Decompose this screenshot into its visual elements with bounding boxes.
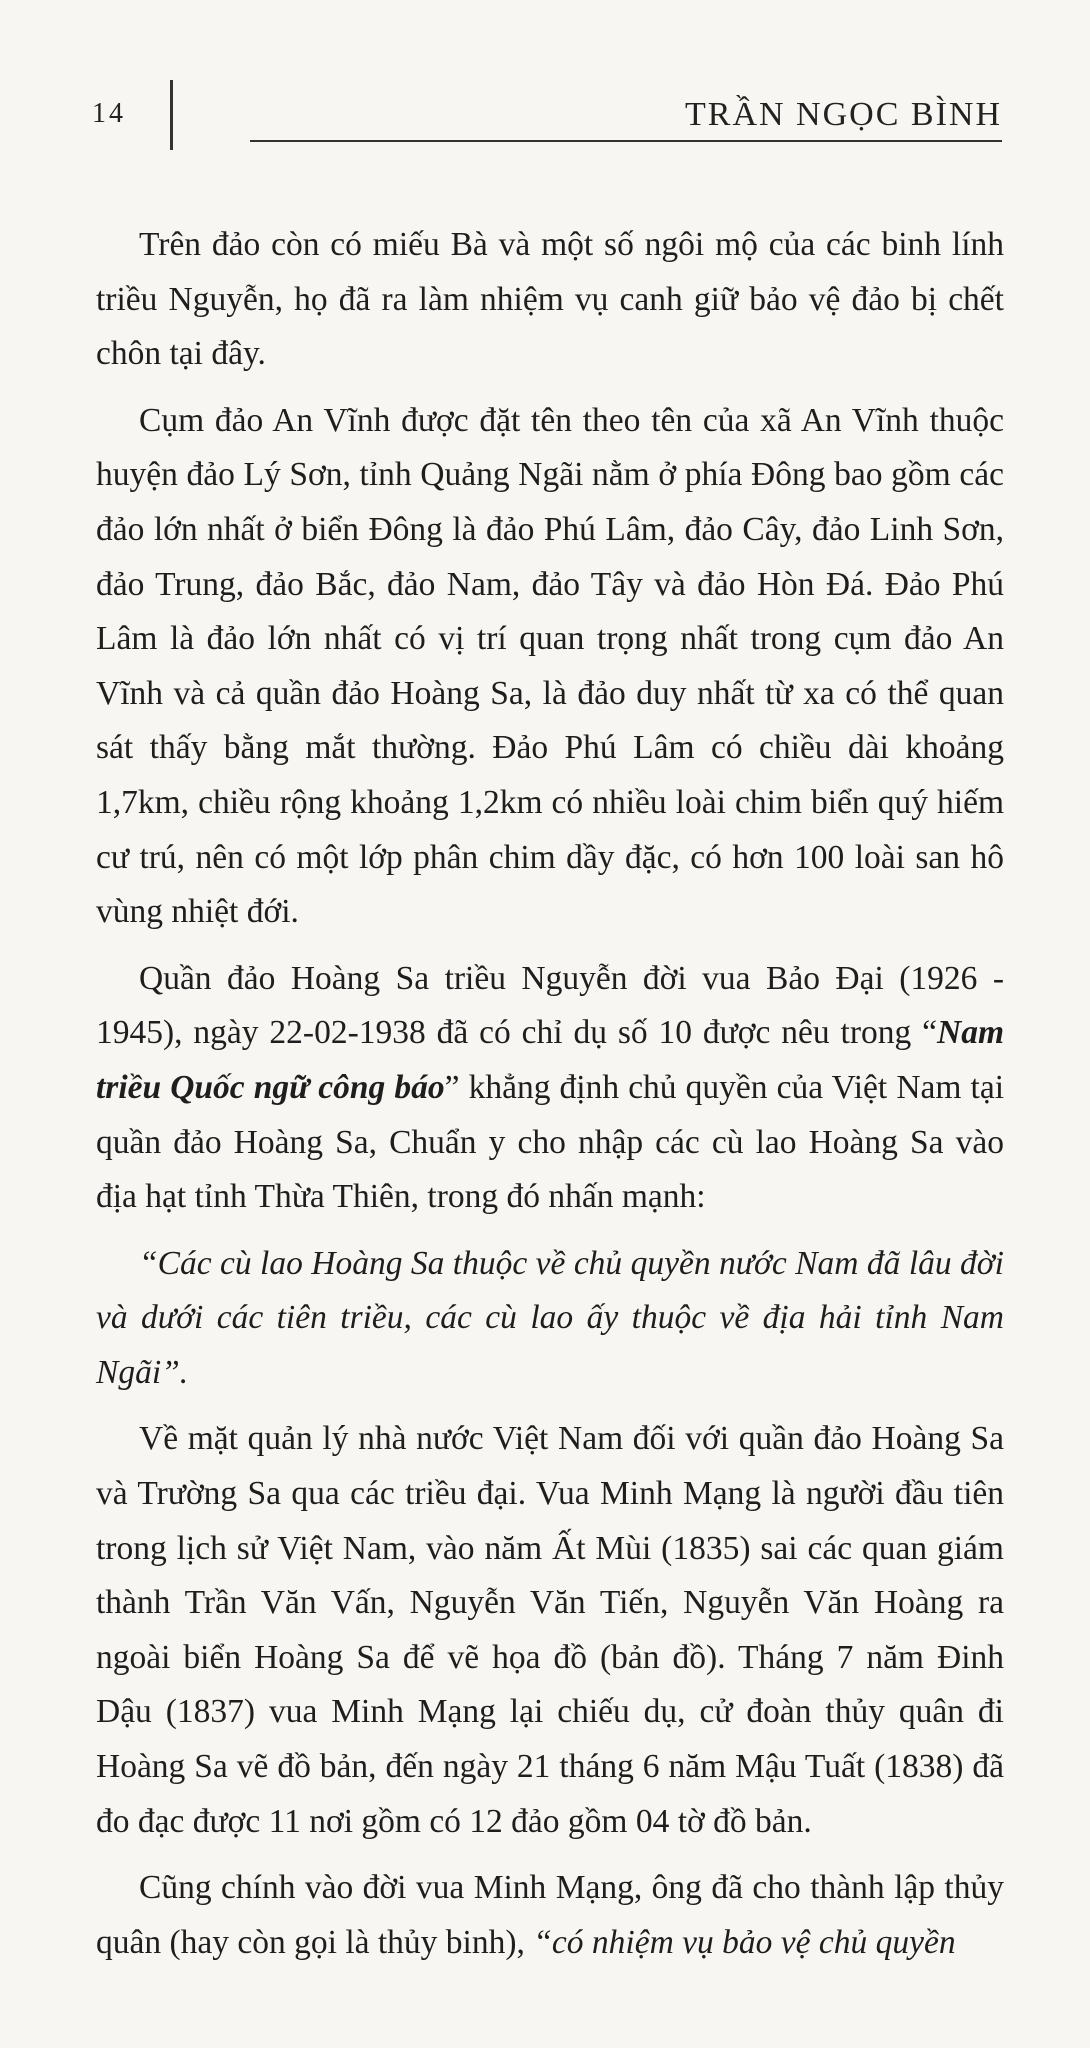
header-vertical-divider [170, 80, 173, 150]
gazette-title: Nam triều Quốc ngữ công báo [96, 1014, 1004, 1106]
page-body [96, 218, 1004, 1982]
paragraph-5 [96, 1412, 1004, 1849]
running-head-author: TRẦN NGỌC BÌNH [685, 96, 1002, 133]
paragraph-6 [96, 1861, 1004, 1970]
paragraph-1 [96, 218, 1004, 382]
quotation-paragraph [96, 1237, 1004, 1401]
italic-quote-start: “có nhiệm vụ bảo vệ chủ quyền [533, 1923, 956, 1961]
header-horizontal-rule [250, 140, 1002, 142]
quotation-text: “Các cù lao Hoàng Sa thuộc về chủ quyền nước Nam đã lâu đời và dưới các tiên triều, các cù lao ấy thuộc về địa hải tỉnh Nam Ngãi”. [96, 1244, 1004, 1391]
page-number: 14 [92, 98, 126, 129]
paragraph-text: Về mặt quản lý nhà nước Việt Nam đối với quần đảo Hoàng Sa và Trường Sa qua các triều đại. Vua Minh Mạng là người đầu tiên trong lịch sử Việt Nam, vào năm Ất Mùi (1835) sai các quan giám thành Trần Văn Vấn, Nguyễn Văn Tiến, Nguyễn Văn Hoàng ra ngoài biển Hoàng Sa để vẽ họa đồ (bản đồ). Tháng 7 năm Đinh Dậu (1837) vua Minh Mạng lại chiếu dụ, cử đoàn thủy quân đi Hoàng Sa vẽ đồ bản, đến ngày 21 tháng 6 năm Mậu Tuất (1838) đã đo đạc được 11 nơi gồm có 12 đảo gồm 04 tờ đồ bản. [96, 1420, 1004, 1840]
paragraph-text: Cụm đảo An Vĩnh được đặt tên theo tên của xã An Vĩnh thuộc huyện đảo Lý Sơn, tỉnh Quảng Ngãi nằm ở phía Đông bao gồm các đảo lớn nhất ở biển Đông là đảo Phú Lâm, đảo Cây, đảo Linh Sơn, đảo Trung, đảo Bắc, đảo Nam, đảo Tây và đảo Hòn Đá. Đảo Phú Lâm là đảo lớn nhất có vị trí quan trọng nhất trong cụm đảo An Vĩnh và cả quần đảo Hoàng Sa, là đảo duy nhất từ xa có thể quan sát thấy bằng mắt thường. Đảo Phú Lâm có chiều dài khoảng 1,7km, chiều rộng khoảng 1,2km có nhiều loài chim biển quý hiếm cư trú, nên có một lớp phân chim dầy đặc, có hơn 100 loài san hô vùng nhiệt đới. [96, 401, 1004, 931]
page-header [0, 0, 1090, 160]
paragraph-3 [96, 952, 1004, 1225]
paragraph-text: Cũng chính vào đời vua Minh Mạng, ông đã cho thành lập thủy quân (hay còn gọi là thủy binh), [96, 1869, 1004, 1961]
paragraph-text: ” khẳng định chủ quyền của Việt Nam tại quần đảo Hoàng Sa, Chuẩn y cho nhập các cù lao Hoàng Sa vào địa hạt tỉnh Thừa Thiên, trong đó nhấn mạnh: [96, 1068, 1005, 1216]
paragraph-2 [96, 394, 1004, 940]
paragraph-text: Trên đảo còn có miếu Bà và một số ngôi mộ của các binh lính triều Nguyễn, họ đã ra làm nhiệm vụ canh giữ bảo vệ đảo bị chết chôn tại đây. [96, 226, 1004, 373]
paragraph-text: Quần đảo Hoàng Sa triều Nguyễn đời vua Bảo Đại (1926 - 1945), ngày 22-02-1938 đã có chỉ dụ số 10 được nêu trong “ [96, 959, 1004, 1052]
